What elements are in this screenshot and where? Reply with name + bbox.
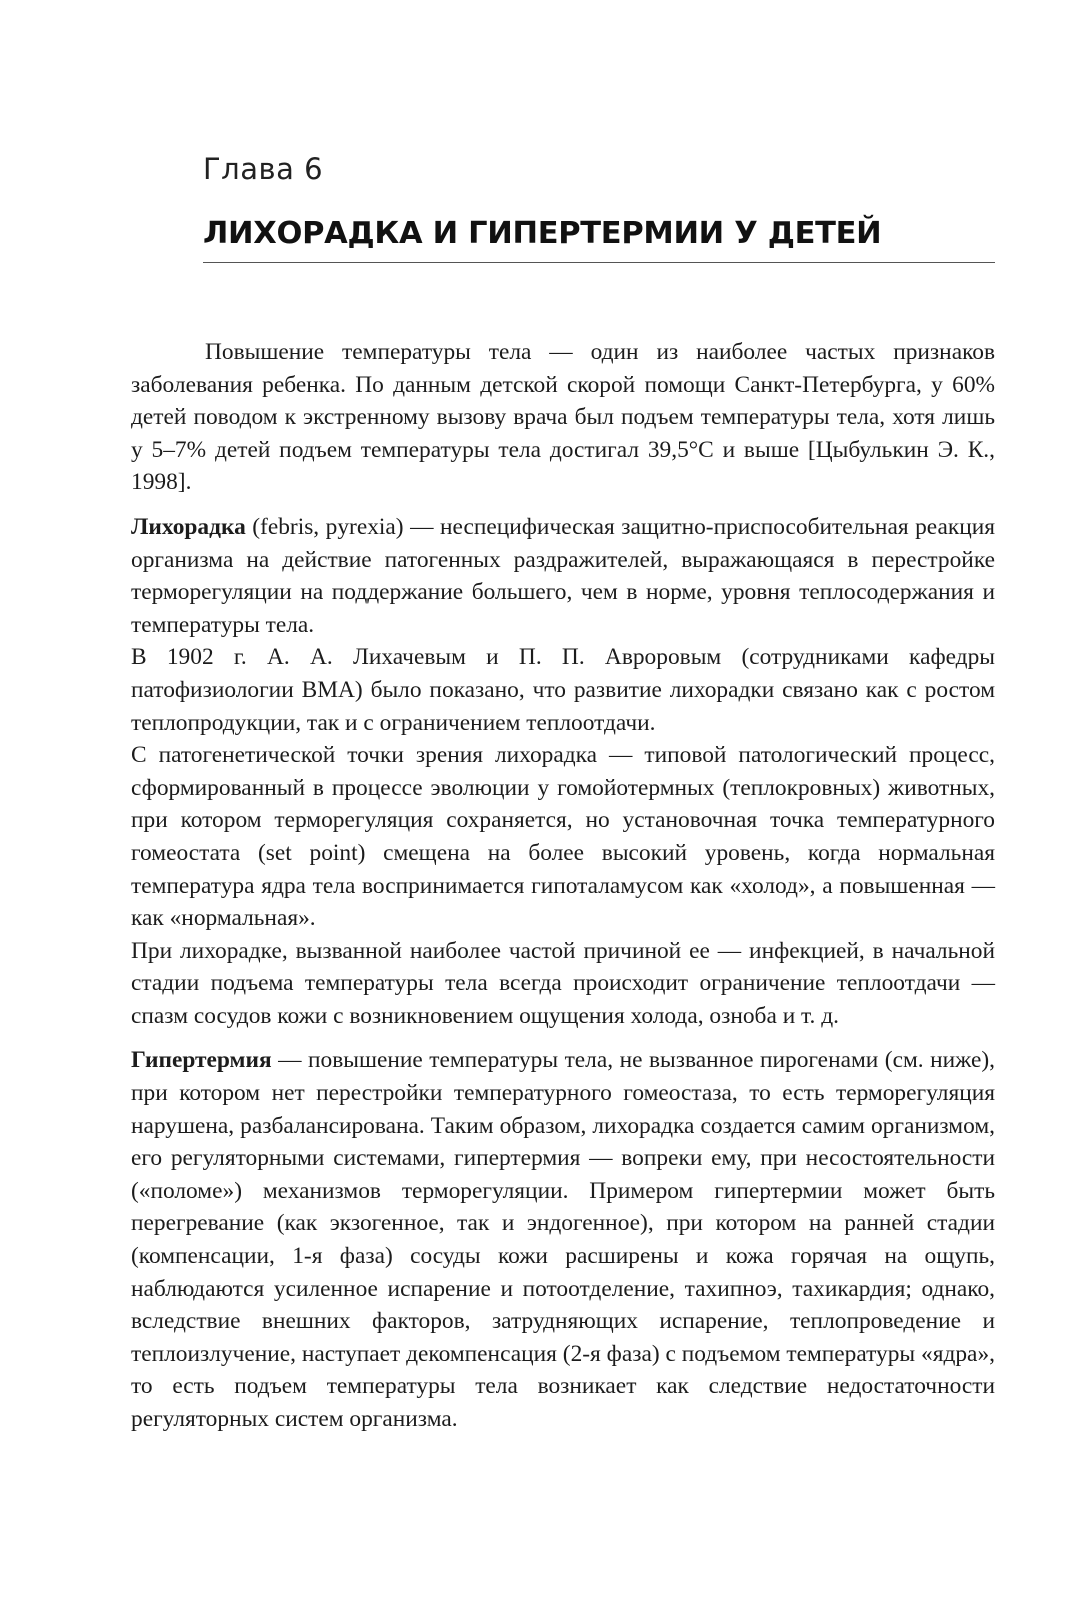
paragraph-intro: Повышение температуры тела — один из наиболее частых признаков заболевания ребенка. По данным детской скорой помощи Санкт-Петербурга, у 60% детей поводом к экстренному вызову врача был подъем температуры тела, хотя лишь у 5–7% детей подъем температуры тела достигал 39,5°C и выше [Цыбулькин Э. К., 1998].	[131, 339, 995, 496]
title-divider	[203, 262, 995, 263]
chapter-label: Глава 6	[203, 152, 324, 186]
term-fever: Лихорадка	[131, 513, 246, 540]
chapter-body	[131, 336, 995, 1436]
chapter-title: ЛИХОРАДКА И ГИПЕРТЕРМИИ У ДЕТЕЙ	[203, 216, 882, 251]
paragraph-pathogenesis: С патогенетической точки зрения лихорадка — типовой патологический процесс, сформированный в процессе эволюции у гомойотермных (теплокровных) животных, при котором терморегуляция сохраняется, но установочная точка температурного гомеостата (set point) смещена на более высокий уровень, когда нормальная температура ядра тела воспринимается гипоталамусом как «холод», а повышенная — как «нормальная».	[131, 742, 995, 932]
paragraph-hyperthermia-definition: Гипертермия — повышение температуры тела, не вызванное пирогенами (см. ниже), при котором нет перестройки температурного гомеостаза, то есть терморегуляция нарушена, разбалансирована. Таким образом, лихорадка создается самим организмом, его регуляторными системами, гипертермия — вопреки ему, при несостоятельности («поломе») механизмов терморегуляции. Примером гипертермии может быть перегревание (как экзогенное, так и эндогенное), при котором на ранней стадии (компенсации, 1-я фаза) сосуды кожи расширены и кожа горячая на ощупь, наблюдаются усиленное испарение и потоотделение, тахипноэ, тахикардия; однако, вследствие внешних факторов, затрудняющих испарение, теплопроведение и теплоизлучение, наступает декомпенсация (2-я фаза) с подъемом температуры «ядра», то есть подъем температуры тела возникает как следствие недостаточности регуляторных систем организма.	[131, 1047, 995, 1432]
paragraph-infection: При лихорадке, вызванной наиболее частой причиной ее — инфекцией, в начальной стадии подъема температуры тела всегда происходит ограничение теплоотдачи — спазм сосудов кожи с возникновением ощущения холода, озноба и т. д.	[131, 937, 995, 1029]
term-hyperthermia: Гипертермия	[131, 1047, 272, 1074]
paragraph-fever-definition: Лихорадка (febris, pyrexia) — неспецифическая защитно-приспособительная реакция организма на действие патогенных раздражителей, выражающаяся в перестройке терморегуляции на поддержание большего, чем в норме, уровня теплосодержания и температуры тела.	[131, 513, 995, 638]
paragraph-history: В 1902 г. А. А. Лихачевым и П. П. Авроровым (сотрудниками кафедры патофизиологии ВМА) было показано, что развитие лихорадки связано как с ростом теплопродукции, так и с ограничением теплоотдачи.	[131, 644, 995, 736]
